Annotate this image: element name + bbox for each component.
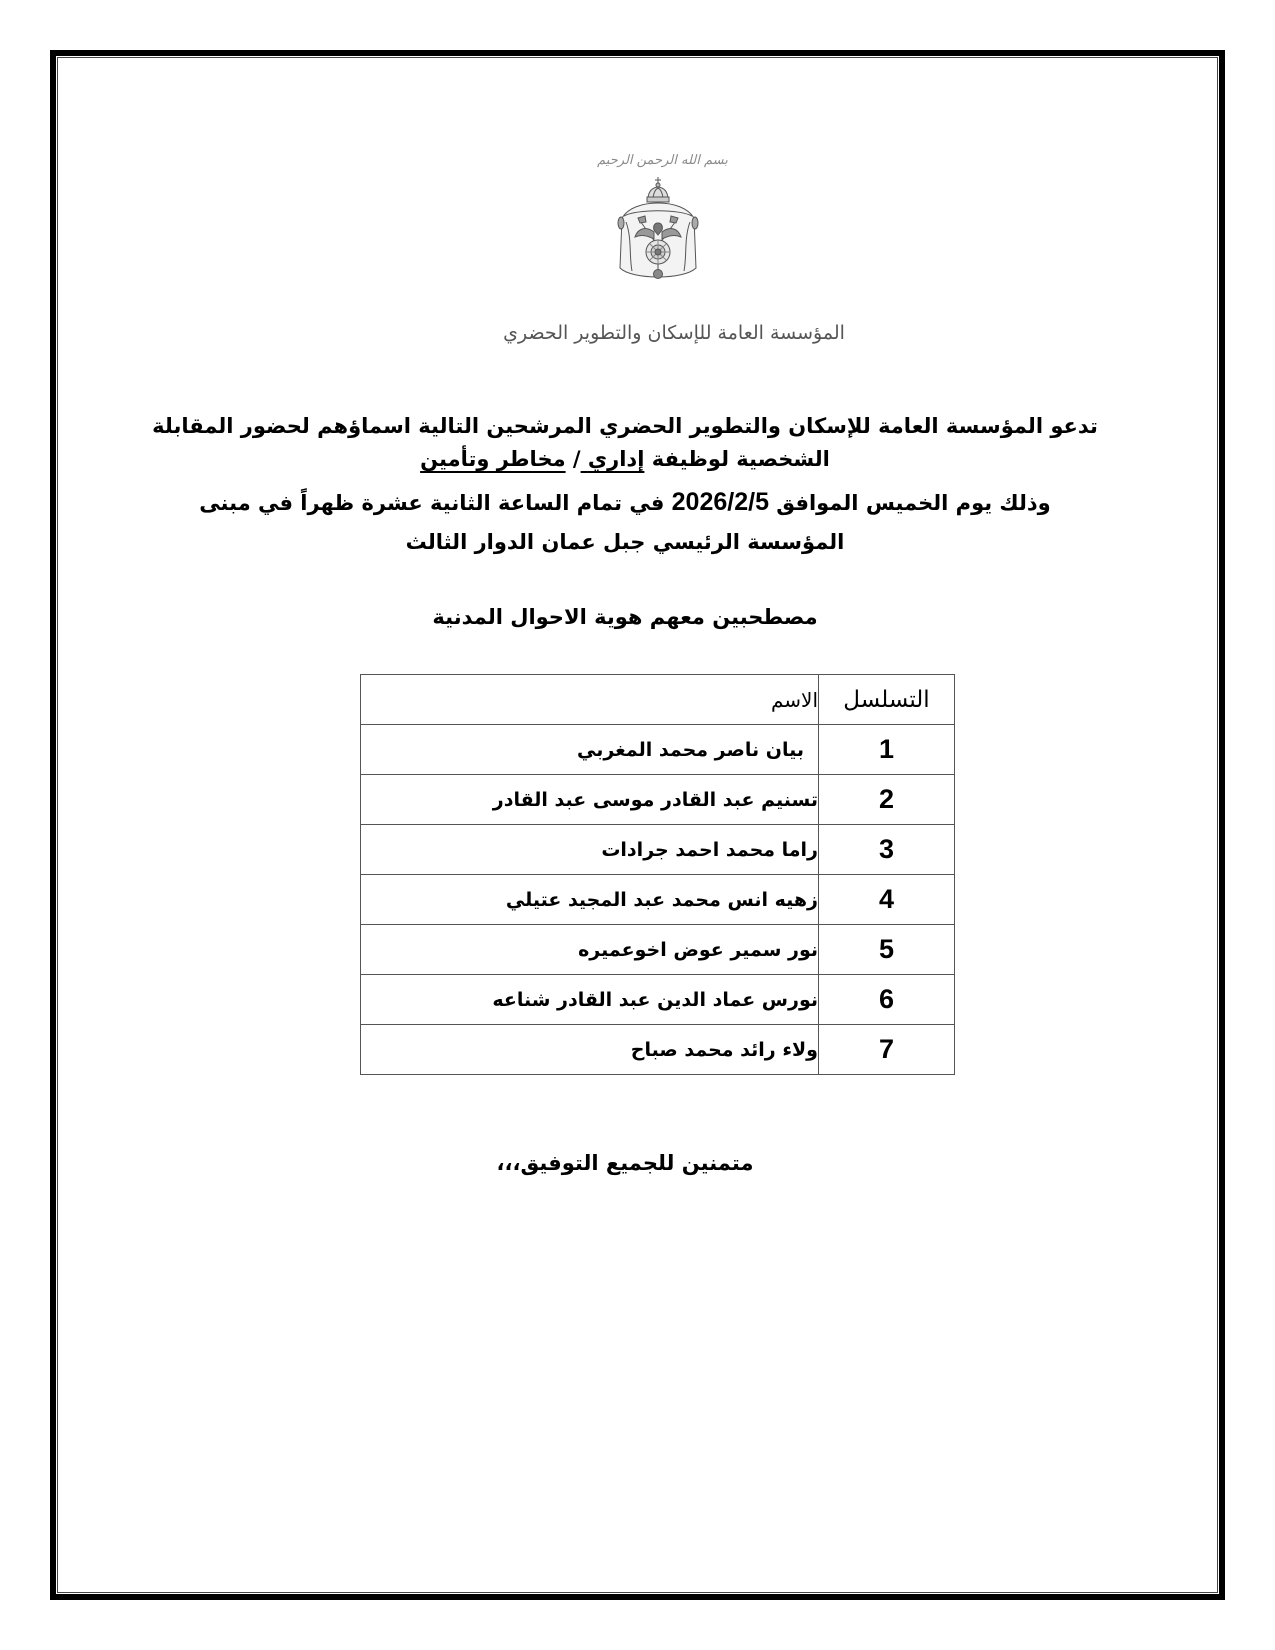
column-header-sequence: التسلسل xyxy=(819,675,955,725)
announcement-line-1-text: تدعو المؤسسة العامة للإسكان والتطوير الحضري المرشحين التالية اسماؤهم لحضور المقابلة xyxy=(152,414,1098,438)
job-separator: / xyxy=(572,447,581,471)
row-candidate-name: نورس عماد الدين عبد القادر شناعه xyxy=(361,975,819,1025)
candidates-table xyxy=(360,674,955,1075)
row-sequence: 6 xyxy=(819,975,955,1025)
job-prefix: الشخصية لوظيفة xyxy=(651,447,830,471)
table-row xyxy=(361,1025,955,1075)
table-row xyxy=(361,775,955,825)
table-row xyxy=(361,875,955,925)
announcement-line-4-text: المؤسسة الرئيسي جبل عمان الدوار الثالث xyxy=(405,530,845,554)
row-sequence: 3 xyxy=(819,825,955,875)
row-candidate-name: نور سمير عوض اخوعميره xyxy=(361,925,819,975)
jordan-coat-of-arms-icon xyxy=(612,176,704,288)
time-and-place: في تمام الساعة الثانية عشرة ظهراً في مبنى xyxy=(199,491,665,515)
announcement-line-2-content xyxy=(420,447,830,471)
row-sequence: 7 xyxy=(819,1025,955,1075)
row-sequence: 4 xyxy=(819,875,955,925)
date-prefix: وذلك يوم الخميس الموافق xyxy=(776,491,1051,515)
announcement-line-2 xyxy=(60,441,1190,477)
table-row xyxy=(361,825,955,875)
row-sequence: 1 xyxy=(819,725,955,775)
job-title-part-1: إداري xyxy=(587,447,645,471)
closing-remark-text: متمنين للجميع التوفيق،،، xyxy=(496,1151,754,1175)
announcement-line-1 xyxy=(60,408,1190,444)
table-header-row xyxy=(361,675,955,725)
row-candidate-name: زهيه انس محمد عبد المجيد عتيلي xyxy=(361,875,819,925)
announcement-line-4 xyxy=(60,524,1190,560)
row-sequence: 2 xyxy=(819,775,955,825)
table-row xyxy=(361,925,955,975)
row-candidate-name: تسنيم عبد القادر موسى عبد القادر xyxy=(361,775,819,825)
job-title-part-2: مخاطر وتأمين xyxy=(420,447,566,471)
id-requirement-text: مصطحبين معهم هوية الاحوال المدنية xyxy=(432,605,818,629)
announcement-line-3-content xyxy=(199,488,1051,516)
row-candidate-name: بيان ناصر محمد المغربي xyxy=(361,725,819,775)
row-candidate-name: ولاء رائد محمد صباح xyxy=(361,1025,819,1075)
basmala-calligraphy: بسم الله الرحمن الرحيم xyxy=(597,153,728,168)
column-header-name: الاسم xyxy=(361,675,819,725)
interview-date: 2026/2/5 xyxy=(671,488,769,516)
id-requirement-note xyxy=(60,599,1190,635)
table-row xyxy=(361,975,955,1025)
row-sequence: 5 xyxy=(819,925,955,975)
table-row xyxy=(361,725,955,775)
row-candidate-name: راما محمد احمد جرادات xyxy=(361,825,819,875)
closing-remark xyxy=(60,1145,1190,1181)
announcement-line-3 xyxy=(60,484,1190,520)
institution-logo-text: المؤسسة العامة للإسكان والتطوير الحضري xyxy=(503,322,845,344)
